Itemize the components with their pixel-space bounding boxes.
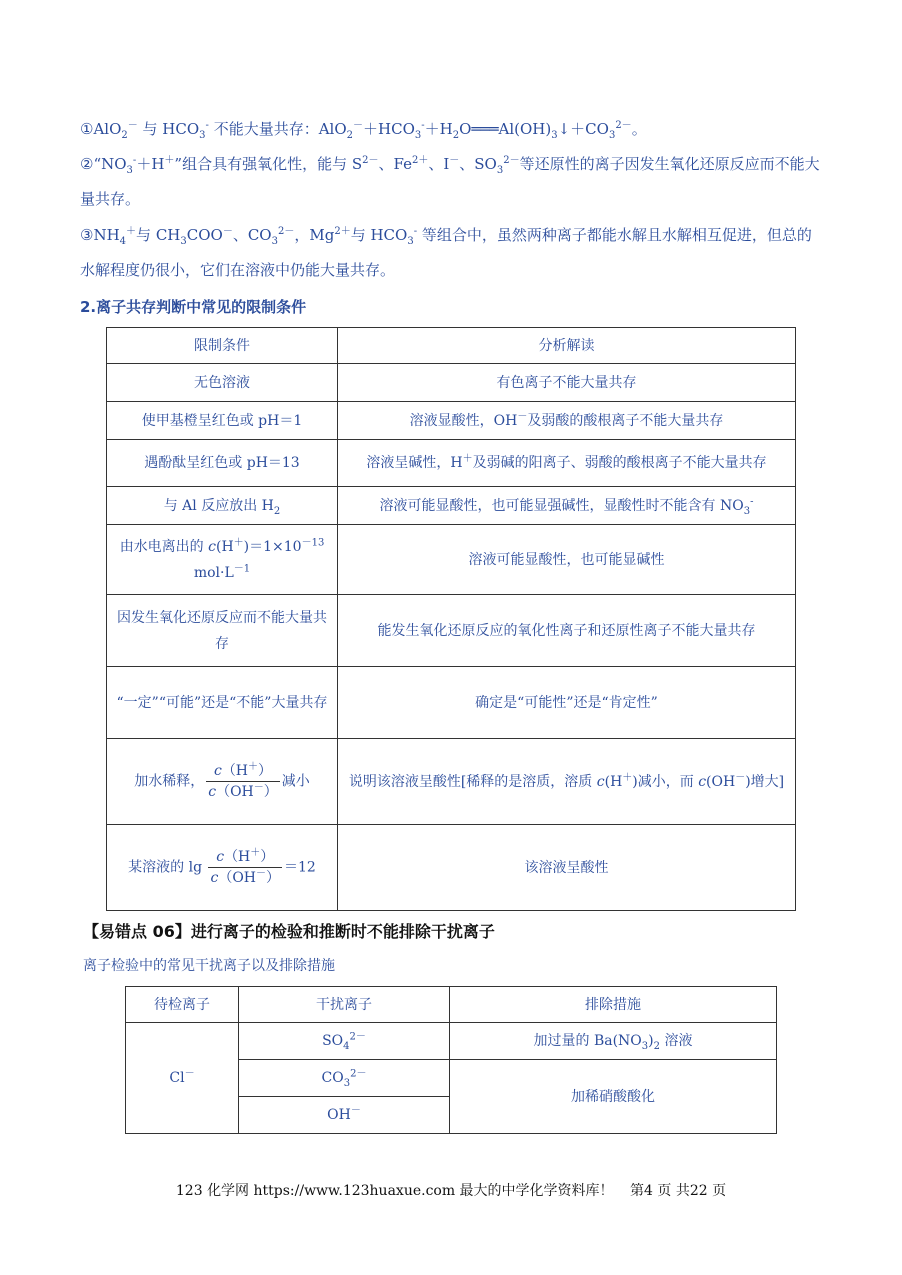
analysis-cell: 能发生氧化还原反应的氧化性离子和还原性离子不能大量共存 [338,595,796,667]
analysis-cell: 说明该溶液呈酸性[稀释的是溶质，溶质 c(H＋)减小，而 c(OH－)增大] [338,739,796,825]
condition-cell: 加水稀释， $\frac{c(H^+)}{c(OH^-)}$ 减小 [107,739,338,825]
interfering-ion-cell: $CO_3^{2-}$ [239,1060,450,1097]
restriction-table [106,327,796,911]
test-ion-cell: Cl－ [126,1023,239,1134]
table-row [107,440,796,487]
header-cell: 待检离子 [126,987,239,1023]
error-point-subtitle: 离子检验中的常见干扰离子以及排除措施 [83,958,335,974]
table-row [107,402,796,440]
table-row [107,487,796,525]
marker-1: ① [80,120,94,138]
analysis-cell: 溶液可能显酸性，也可能显强碱性，显酸性时不能含有 $NO_3^-$ [338,487,796,525]
analysis-cell: 有色离子不能大量共存 [338,364,796,402]
footer-site: 123 化学网 https://www.123huaxue.com 最大的中学化学资料库！ [175,1183,614,1199]
condition-cell: 由水电离出的 $c(H^+)=1\times 10^{-13}$ $mol\cdot L^{-1}$ [107,525,338,595]
condition-cell: “一定”“可能”还是“不能”大量共存 [107,667,338,739]
condition-cell: 遇酚酞呈红色或 pH＝13 [107,440,338,487]
condition-cell: 无色溶液 [107,364,338,402]
page-footer [0,1180,902,1200]
measure-cell: 加稀硝酸酸化 [450,1060,777,1134]
condition-cell: 某溶液的 lg $\frac{c(H^+)}{c(OH^-)}$ ＝12 [107,825,338,911]
paragraph-3: $③NH_4^+$与 $CH_3COO^-$、$CO_3^{2-}$，$Mg^{2+}$与 $HCO_3^-$ 等组合中，虽然两种离子都能水解且水解相互促进，但总的水解程度仍很小，它们在溶液中仍能大量共存。 [80,226,812,279]
condition-cell: 因发生氧化还原反应而不能大量共存 [107,595,338,667]
error-point-title: 【易错点 06】进行离子的检验和推断时不能排除干扰离子 [83,922,495,941]
analysis-cell: 溶液可能显酸性，也可能显碱性 [338,525,796,595]
condition-cell: 与 Al 反应放出 $H_2$ [107,487,338,525]
footer-page-number: 第4 页 共22 页 [630,1183,727,1199]
header-cell: 排除措施 [450,987,777,1023]
analysis-cell: 确定是“可能性”还是“肯定性” [338,667,796,739]
analysis-cell: 溶液显酸性，OH－及弱酸的酸根离子不能大量共存 [338,402,796,440]
table-row [107,595,796,667]
fraction: $\frac{c(H^+)}{c(OH^-)}$ [210,847,281,886]
header-cell: 限制条件 [107,328,338,364]
measure-cell: 加过量的 $Ba(NO_3)_2$ 溶液 [450,1023,777,1060]
table-row [107,364,796,402]
fraction: $\frac{c(H^+)}{c(OH^-)}$ [208,761,278,800]
interfering-ion-cell: OH－ [239,1097,450,1134]
table-row [107,825,796,911]
condition-cell: 使甲基橙呈红色或 pH＝1 [107,402,338,440]
section-title: 2.离子共存判断中常见的限制条件 [80,298,307,316]
table-row [107,667,796,739]
interfering-ion-cell: $SO_4^{2-}$ [239,1023,450,1060]
table-header-row [126,987,777,1023]
table-row [126,1023,777,1060]
analysis-cell: 该溶液呈酸性 [338,825,796,911]
header-cell: 干扰离子 [239,987,450,1023]
table-row [107,739,796,825]
marker-3: ③ [80,226,94,244]
analysis-cell: 溶液呈碱性，H＋及弱碱的阳离子、弱酸的酸根离子不能大量共存 [338,440,796,487]
marker-2: ② [80,155,94,173]
interference-table [125,986,777,1134]
table-row [107,525,796,595]
paragraph-2: $②“NO_3^-+H^+$”组合具有强氧化性，能与 $S^{2-}$、$Fe^{2+}$、I－、$SO_3^{2-}$等还原性的离子因发生氧化还原反应而不能大量共存。 [80,155,820,208]
header-cell: 分析解读 [338,328,796,364]
paragraph-1: ①AlO$_2$－ 与 $HCO_3^-$ 不能大量共存：$AlO_2^-+HCO_3^-+H_2O═══Al(OH)_3↓+CO_3^{2-}$。 [80,120,647,141]
table-header-row [107,328,796,364]
